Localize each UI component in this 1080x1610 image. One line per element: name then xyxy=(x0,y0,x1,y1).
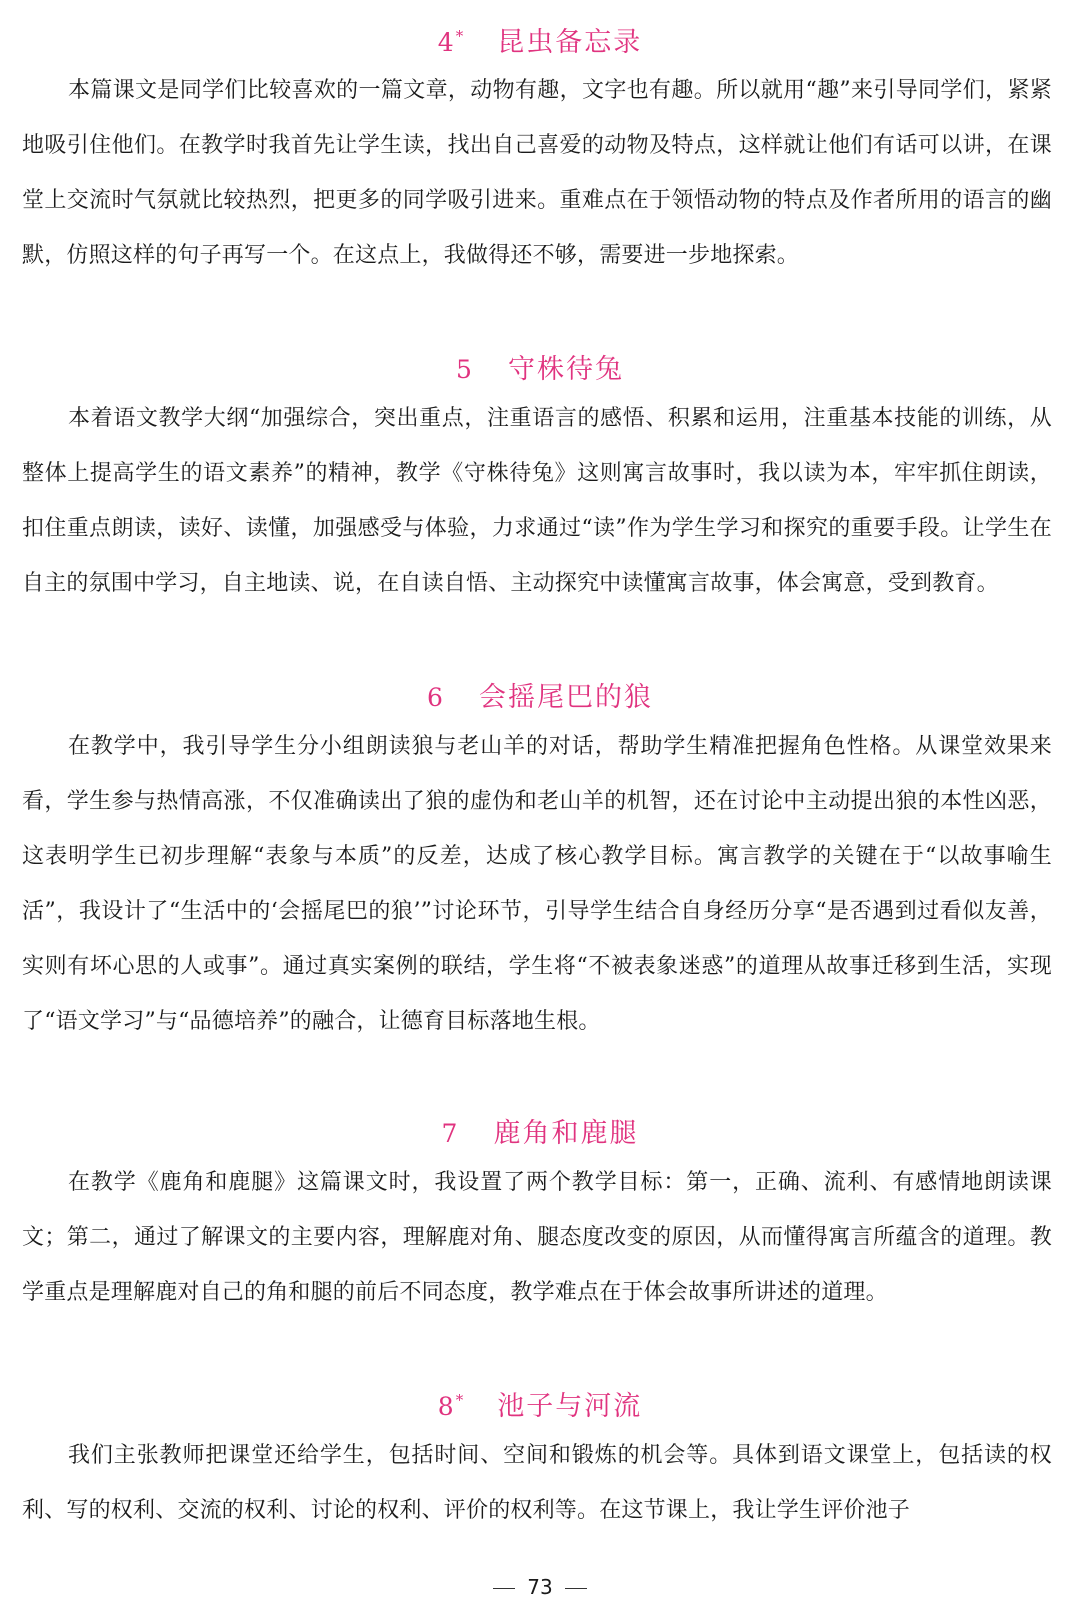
section-body-7: 在教学《鹿角和鹿腿》这篇课文时，我设置了两个教学目标：第一，正确、流利、有感情地朗读课文；第二，通过了解课文的主要内容，理解鹿对角、腿态度改变的原因，从而懂得寓言所蕴含的道理。教学重点是理解鹿对自己的角和腿的前后不同态度，教学难点在于体会故事所讲述的道理。 xyxy=(22,1170,1052,1305)
section-title: 池子与河流 xyxy=(497,1391,643,1422)
section-body-5: 本着语文教学大纲“加强综合，突出重点，注重语言的感悟、积累和运用，注重基本技能的训练，从整体上提高学生的语文素养”的精神，教学《守株待兔》这则寓言故事时，我以读为本，牢牢抓住朗读，扣住重点朗读，读好、读懂，加强感受与体验，力求通过“读”作为学生学习和探究的重要手段。让学生在自主的氛围中学习，自主地读、说，在自读自悟、主动探究中读懂寓言故事，体会寓意，受到教育。 xyxy=(22,406,1052,596)
page-number-value: 73 xyxy=(527,1575,553,1599)
section-heading-8 xyxy=(0,1382,1080,1422)
section-number: 4 * xyxy=(437,27,464,57)
section-title: 会摇尾巴的狼 xyxy=(478,682,653,713)
section-heading-5 xyxy=(0,345,1080,385)
page-number xyxy=(0,1572,1080,1602)
section-heading-7 xyxy=(0,1109,1080,1149)
section-body-4: 本篇课文是同学们比较喜欢的一篇文章，动物有趣，文字也有趣。所以就用“趣”来引导同学们，紧紧地吸引住他们。在教学时我首先让学生读，找出自己喜爱的动物及特点，这样就让他们有话可以讲，在课堂上交流时气氛就比较热烈，把更多的同学吸引进来。重难点在于领悟动物的特点及作者所用的语言的幽默，仿照这样的句子再写一个。在这点上，我做得还不够，需要进一步地探索。 xyxy=(22,78,1052,268)
section-body-8: 我们主张教师把课堂还给学生，包括时间、空间和锻炼的机会等。具体到语文课堂上，包括读的权利、写的权利、交流的权利、讨论的权利、评价的权利等。在这节课上，我让学生评价池子 xyxy=(22,1443,1052,1523)
section-number: 5 xyxy=(456,355,472,384)
section-body-6: 在教学中，我引导学生分小组朗读狼与老山羊的对话，帮助学生精准把握角色性格。从课堂效果来看，学生参与热情高涨，不仅准确读出了狼的虚伪和老山羊的机智，还在讨论中主动提出狼的本性凶恶，这表明学生已初步理解“表象与本质”的反差，达成了核心教学目标。寓言教学的关键在于“以故事喻生活”，我设计了“生活中的‘会摇尾巴的狼’”讨论环节，引导学生结合自身经历分享“是否遇到过看似友善，实则有坏心思的人或事”。通过真实案例的联结，学生将“不被表象迷惑”的道理从故事迁移到生活，实现了“语文学习”与“品德培养”的融合，让德育目标落地生根。 xyxy=(22,734,1052,1034)
section-number: 6 xyxy=(427,683,443,712)
section-number: 7 xyxy=(441,1119,458,1148)
dash-right xyxy=(565,1588,587,1589)
section-number: 8 * xyxy=(437,1391,464,1421)
section-heading-6 xyxy=(0,673,1080,713)
section-title: 昆虫备忘录 xyxy=(497,27,643,58)
dash-left xyxy=(493,1588,515,1589)
section-title: 鹿角和鹿腿 xyxy=(493,1118,639,1149)
section-heading-4 xyxy=(0,18,1080,58)
section-title: 守株待兔 xyxy=(507,354,624,385)
